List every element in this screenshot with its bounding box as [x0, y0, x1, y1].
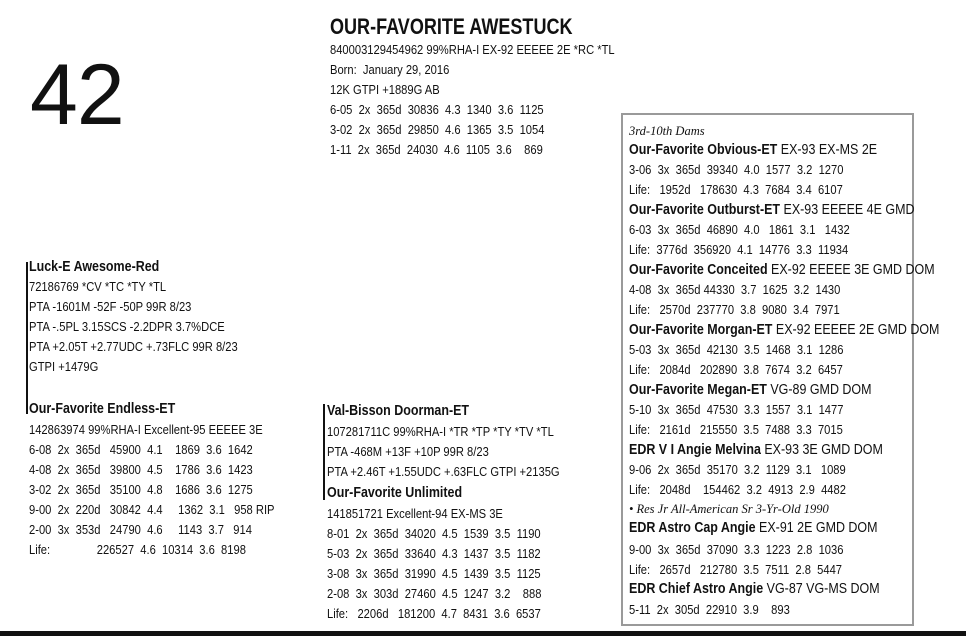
ancestor-dam-record: 5-03 3x 365d 42130 3.5 1468 3.1 1286: [629, 342, 844, 357]
dam-record: 2-00 3x 353d 24790 4.6 1143 3.7 914: [29, 522, 252, 537]
ancestor-dam-life: Life: 1952d 178630 4.3 7684 3.4 6107: [629, 182, 843, 197]
dam-record: 9-00 2x 220d 30842 4.4 1362 3.1 958 RIP: [29, 502, 275, 517]
ancestor-dam-name: EDR Chief Astro Angie VG-87 VG-MS DOM: [629, 581, 880, 597]
ancestor-dam-life: Life: 2161d 215550 3.5 7488 3.3 7015: [629, 422, 843, 437]
sire-name: Luck-E Awesome-Red: [29, 259, 160, 275]
ancestor-dam-name: Our-Favorite Obvious-ET EX-93 EX-MS 2E: [629, 142, 878, 158]
animal-genomics: 12K GTPI +1889G AB: [330, 82, 440, 97]
mgs-name: Val-Bisson Doorman-ET: [327, 403, 470, 419]
ancestor-dam-name: Our-Favorite Outburst-ET EX-93 EEEEE 4E GMD: [629, 202, 915, 218]
sire-line: PTA -1601M -52F -50P 99R 8/23: [29, 299, 192, 314]
ancestor-dam-record: 6-03 3x 365d 46890 4.0 1861 3.1 1432: [629, 222, 850, 237]
ancestor-dam-name: EDR Astro Cap Angie EX-91 2E GMD DOM: [629, 520, 878, 536]
mgd-record: 5-03 2x 365d 33640 4.3 1437 3.5 1182: [327, 546, 541, 561]
sire-line: PTA +2.05T +2.77UDC +.73FLC 99R 8/23: [29, 339, 238, 354]
dam-life: Life: 226527 4.6 10314 3.6 8198: [29, 542, 246, 557]
dam-name: Our-Favorite Endless-ET: [29, 401, 176, 417]
ancestor-dam-life: Life: 2084d 202890 3.8 7674 3.2 6457: [629, 362, 843, 377]
dam-record: 4-08 2x 365d 39800 4.5 1786 3.6 1423: [29, 462, 253, 477]
ancestor-dam-name: Our-Favorite Megan-ET VG-89 GMD DOM: [629, 382, 872, 398]
dam-record: 3-02 2x 365d 35100 4.8 1686 3.6 1275: [29, 482, 253, 497]
ancestor-dam-life: Life: 2048d 154462 3.2 4913 2.9 4482: [629, 482, 846, 497]
pedigree-line: [323, 404, 325, 500]
ancestor-dam-record: 5-10 3x 365d 47530 3.3 1557 3.1 1477: [629, 402, 844, 417]
mgs-line: PTA +2.46T +1.55UDC +.63FLC GTPI +2135G: [327, 464, 560, 479]
ancestor-dam-life: Life: 2570d 237770 3.8 9080 3.4 7971: [629, 302, 840, 317]
mgd-record: 8-01 2x 365d 34020 4.5 1539 3.5 1190: [327, 526, 541, 541]
ancestor-dam-name: Our-Favorite Morgan-ET EX-92 EEEEE 2E GMD DOM: [629, 322, 940, 338]
sire-line: GTPI +1479G: [29, 359, 99, 374]
dams-box-heading: 3rd-10th Dams: [629, 124, 705, 138]
ancestor-dam-name: Our-Favorite Conceited EX-92 EEEEE 3E GMD DOM: [629, 262, 935, 278]
animal-block: [330, 15, 626, 39]
animal-record: 6-05 2x 365d 30836 4.3 1340 3.6 1125: [330, 102, 544, 117]
mgd-name: Our-Favorite Unlimited: [327, 485, 463, 501]
mgd-line: 141851721 Excellent-94 EX-MS 3E: [327, 506, 503, 521]
pedigree-line: [26, 398, 28, 414]
ancestor-dam-record: 3-06 3x 365d 39340 4.0 1577 3.2 1270: [629, 162, 844, 177]
ancestor-dam-record: 9-00 3x 365d 37090 3.3 1223 2.8 1036: [629, 542, 844, 557]
mgs-line: PTA -468M +13F +10P 99R 8/23: [327, 444, 489, 459]
pedigree-line: [26, 262, 28, 398]
animal-id-line: 840003129454962 99%RHA-I EX-92 EEEEE 2E *RC *TL: [330, 42, 615, 57]
sire-line: PTA -.5PL 3.15SCS -2.2DPR 3.7%DCE: [29, 319, 225, 334]
ancestor-dam-name: EDR V I Angie Melvina EX-93 3E GMD DOM: [629, 442, 883, 458]
animal-record: 1-11 2x 365d 24030 4.6 1105 3.6 869: [330, 142, 543, 157]
sire-line: 72186769 *CV *TC *TY *TL: [29, 279, 167, 294]
ancestor-dam-life: Life: 2657d 212780 3.5 7511 2.8 5447: [629, 562, 843, 577]
mgd-life: Life: 2206d 181200 4.7 8431 3.6 6537: [327, 606, 541, 621]
animal-name: OUR-FAVORITE AWESTUCK: [330, 14, 573, 39]
lot-number: 42: [30, 47, 124, 143]
ancestor-dam-record: 9-06 2x 365d 35170 3.2 1129 3.1 1089: [629, 462, 846, 477]
page-bottom-rule: [0, 631, 966, 636]
animal-record: 3-02 2x 365d 29850 4.6 1365 3.5 1054: [330, 122, 545, 137]
mgd-record: 2-08 3x 303d 27460 4.5 1247 3.2 888: [327, 586, 542, 601]
ancestor-dam-record: 4-08 3x 365d 44330 3.7 1625 3.2 1430: [629, 282, 841, 297]
dam-record: 6-08 2x 365d 45900 4.1 1869 3.6 1642: [29, 442, 253, 457]
ancestor-dam-award: • Res Jr All-American Sr 3-Yr-Old 1990: [629, 502, 829, 516]
dam-line: 142863974 99%RHA-I Excellent-95 EEEEE 3E: [29, 422, 263, 437]
animal-born: Born: January 29, 2016: [330, 62, 450, 77]
ancestor-dam-life: Life: 3776d 356920 4.1 14776 3.3 11934: [629, 242, 849, 257]
mgd-record: 3-08 3x 365d 31990 4.5 1439 3.5 1125: [327, 566, 541, 581]
mgs-line: 107281711C 99%RHA-I *TR *TP *TY *TV *TL: [327, 424, 554, 439]
ancestor-dam-record: 5-11 2x 305d 22910 3.9 893: [629, 602, 790, 617]
